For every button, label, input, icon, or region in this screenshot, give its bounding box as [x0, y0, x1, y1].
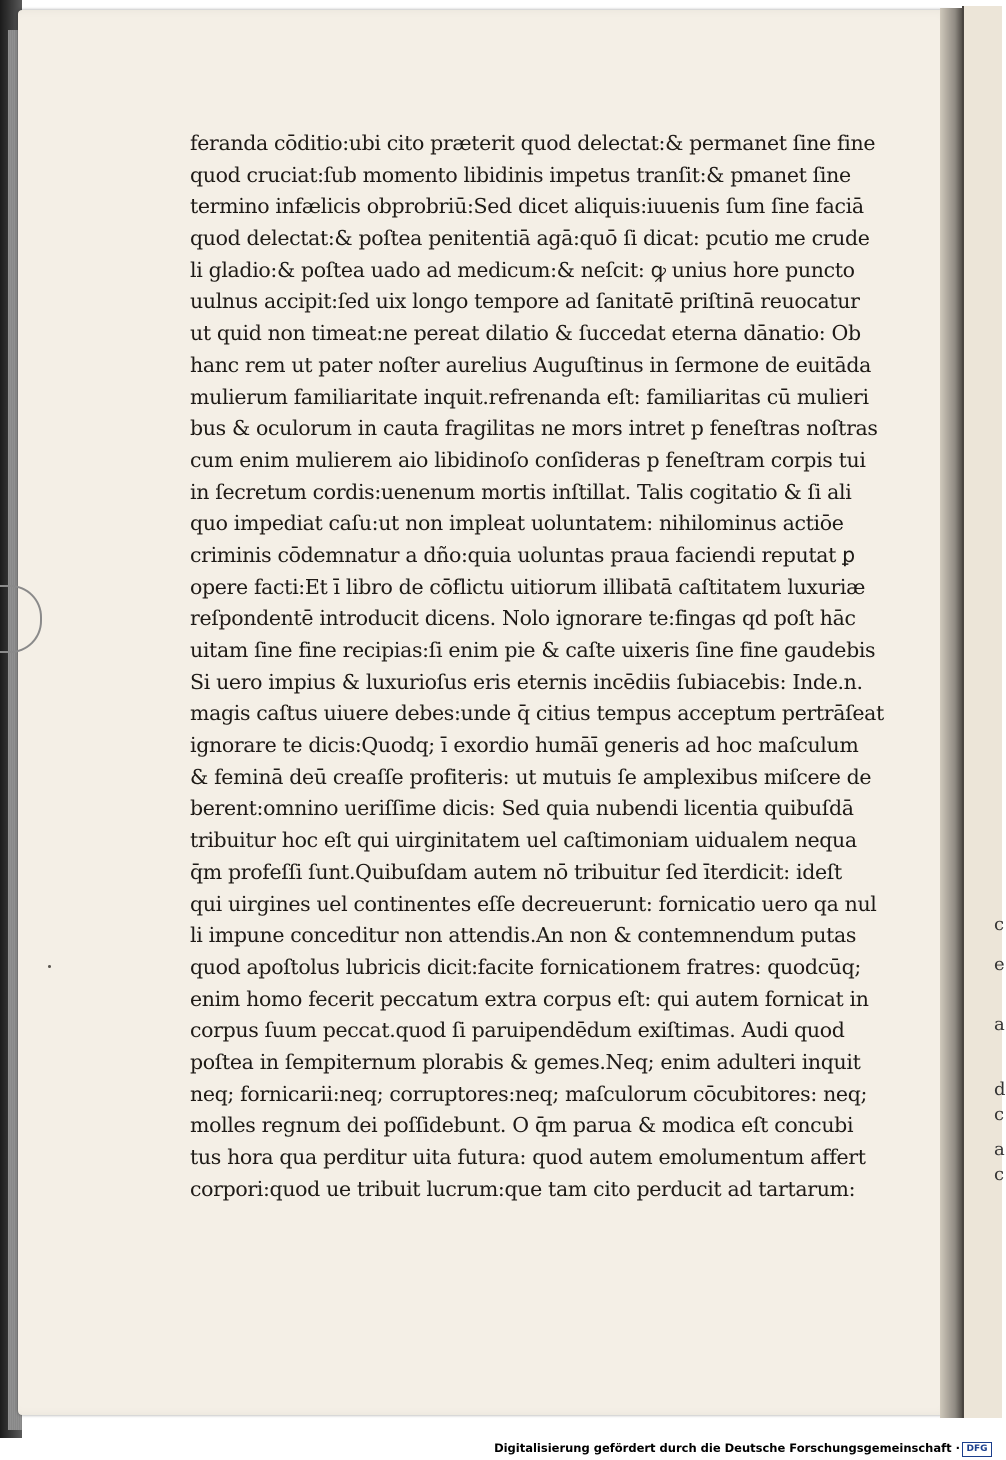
text-line: ut quid non timeat:ne pereat dilatio & ſuccedat eterna dānatio: Ob — [190, 321, 861, 346]
text-line: tribuitur hoc eſt qui uirginitatem uel caſtimoniam uidualem nequa — [190, 828, 857, 853]
text-line: quod apoſtolus lubricis dicit:facite fornicationem fratres: quodcūq; — [190, 954, 861, 979]
text-line: enim homo fecerit peccatum extra corpus eſt: qui autem fornicat in — [190, 986, 869, 1011]
text-line: li impune conceditur non attendis.An non & contemnendum putas — [190, 923, 857, 948]
text-line: Si uero impius & luxurioſus eris eternis incēdiis ſubiacebis: Inde.n. — [190, 669, 863, 694]
text-line: uulnus accipit:ſed uix longo tempore ad ſanitatē priſtinā reuocatur — [190, 289, 860, 314]
text-line: hanc rem ut pater noſter aurelius Auguſtinus in ſermone de euitāda — [190, 352, 871, 377]
text-line: quod delectat:& poſtea penitentiā agā:quō ſi dicat: pcutio me crude — [190, 226, 870, 251]
text-line: tus hora qua perditur uita futura: quod autem emolumentum affert — [190, 1145, 866, 1169]
text-line: poſtea in ſempiternum plorabis & gemes.Neq; enim adulteri inquit — [190, 1049, 861, 1074]
adjacent-page-fragment: c — [994, 1104, 1005, 1125]
text-line: feranda cōditio:ubi cito præterit quod delectat:& permanet ſine fine — [190, 131, 876, 155]
text-line: opere facti:Et ī libro de cōflictu uitiorum illibatā caſtitatem luxuriæ — [190, 574, 866, 599]
text-line: li gladio:& poſtea uado ad medicum:& neſcit: ꝙ unius hore puncto — [190, 257, 855, 282]
incunable-text-block — [190, 128, 884, 1205]
adjacent-page-fragment: a — [994, 1139, 1005, 1160]
text-line: quod cruciat:ſub momento libidinis impetus tranſit:& pmanet ſine — [190, 162, 851, 187]
text-line: corpori:quod ue tribuit lucrum:que tam cito perducit ad tartarum: — [190, 1176, 856, 1201]
adjacent-page-edge — [962, 6, 1006, 1418]
text-line: corpus ſuum peccat.quod ſi paruipendēdum exiſtimas. Audi quod — [190, 1018, 845, 1043]
text-line: in ſecretum cordis:uenenum mortis inſtillat. Talis cogitatio & ſi ali — [190, 479, 852, 504]
text-line: uitam ſine fine recipias:ſi enim pie & caſte uixeris ſine fine gaudebis — [190, 638, 876, 662]
text-line: cum enim mulierem aio libidinoſo conſideras p feneſtram corpis tui — [190, 447, 866, 472]
text-line: molles regnum dei poſſidebunt. O q̄m parua & modica eſt concubi — [190, 1113, 854, 1138]
text-line: berent:omnino ueriſſime dicis: Sed quia nubendi licentia quibuſdā — [190, 796, 854, 821]
adjacent-page-fragment: e — [994, 954, 1005, 975]
text-line: neq; fornicarii:neq; corruptores:neq; maſculorum cōcubitores: neq; — [190, 1081, 868, 1106]
text-line: & feminā deū creaſſe profiteris: ut mutuis ſe amplexibus miſcere de — [190, 764, 872, 789]
text-line: qui uirgines uel continentes eſſe decreuerunt: fornicatio uero qa nul — [190, 891, 877, 916]
adjacent-page-fragment: a — [994, 1014, 1005, 1035]
text-line: quo impediat caſu:ut non impleat uoluntatem: nihilominus actiōe — [190, 511, 844, 536]
text-line: q̄m profeſſi ſunt.Quibuſdam autem nō tribuitur ſed īterdicit: ideſt — [190, 859, 842, 884]
adjacent-page-fragment: c — [994, 1164, 1005, 1185]
adjacent-page-fragment: c — [994, 914, 1005, 935]
text-line: mulierum familiaritate inquit.refrenanda eſt: familiaritas cū mulieri — [190, 384, 869, 409]
text-line: ignorare te dicis:Quodq; ī exordio humāī generis ad hoc maſculum — [190, 733, 859, 758]
text-line: criminis cōdemnatur a dño:quia uoluntas praua faciendi reputat ꝑ — [190, 542, 855, 567]
text-line: magis caſtus uiuere debes:unde q̄ citius tempus acceptum pertrāſeat — [190, 701, 884, 726]
text-line: termino infælicis obprobriū:Sed dicet aliquis:iuuenis ſum ſine faciā — [190, 194, 864, 219]
dfg-logo: DFG — [962, 1442, 992, 1457]
digitization-credit: Digitalisierung gefördert durch die Deutsche Forschungsgemeinschaft · — [494, 1441, 960, 1455]
paper-speck — [48, 965, 51, 968]
adjacent-page-fragment: d — [994, 1079, 1006, 1100]
text-line: bus & oculorum in cauta fragilitas ne mors intret p feneſtras noſtras — [190, 416, 878, 441]
text-line: reſpondentē introducit dicens. Nolo ignorare te:fingas qd poſt hāc — [190, 606, 856, 631]
